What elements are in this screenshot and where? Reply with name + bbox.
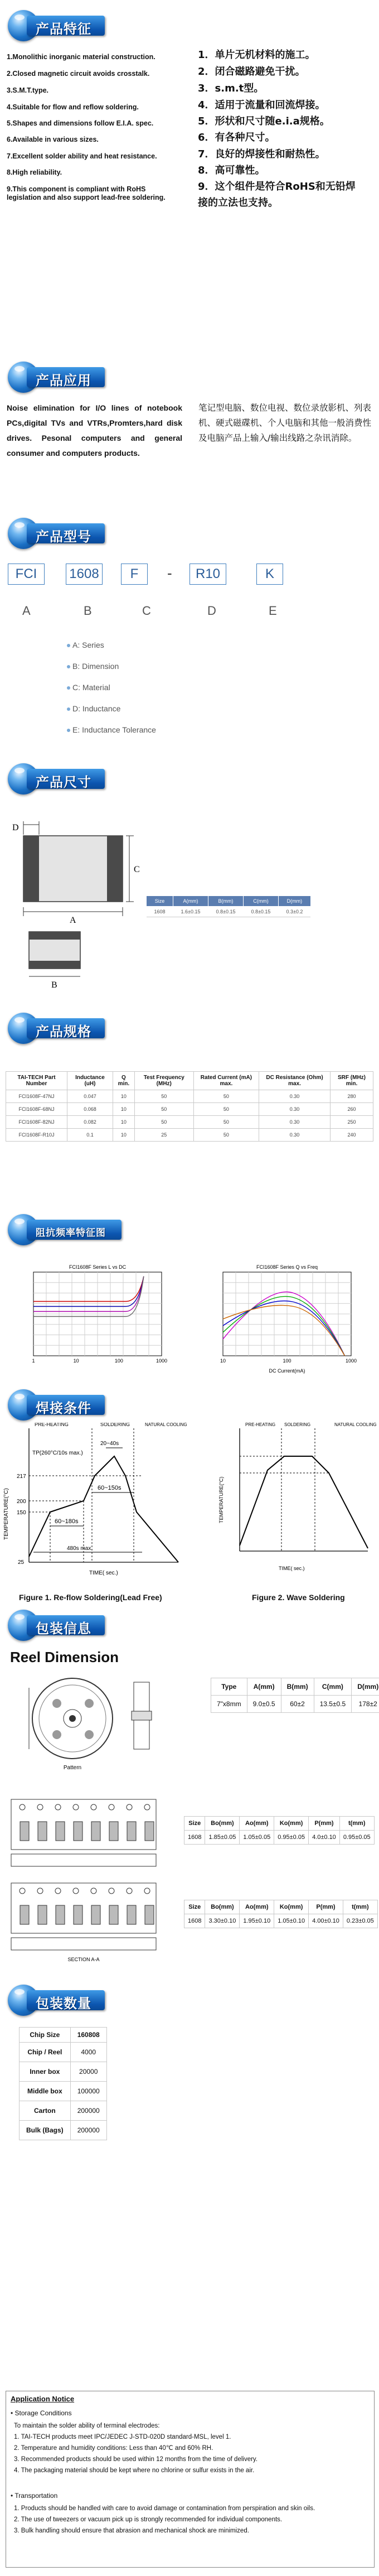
packaging-title: 包装信息	[36, 1621, 91, 1636]
impedance-banner	[8, 1214, 136, 1246]
section-notice	[0, 2391, 379, 2575]
part-code-legend-item: D: Inductance	[67, 704, 120, 713]
partnumber-banner	[8, 518, 108, 550]
sprocket-hole	[127, 1888, 132, 1894]
tape-pocket	[56, 1905, 65, 1924]
reflow-xlabel: TIME( sec.)	[89, 1570, 118, 1576]
spec-table: TAI-TECH Part Number Inductance (uH) Q min. Test Frequency (MHz) Rated Current (mA) max. DC Resistance (Ohm) max. SRF (MHz) min. FCI1608F-47NJ 0.047 10 50 50 0.30 280 FCI1608F-68NJ 0.068 10 50 50 0.30 260 FCI1608F-82NJ 0.082 10 50 50 0.30 250 FCI1608F-R10J 0.1 10 25 50 0.30 240	[6, 1071, 373, 1142]
dim-label-c: C	[134, 865, 140, 874]
section-application	[0, 362, 379, 507]
table-row: 7"x8mm 9.0±0.5 60±2 13.5±0.5 178±2	[211, 1696, 379, 1713]
legend-dot-icon	[67, 686, 70, 690]
chart2-title: FCI1608F Series Q vs Freq	[256, 1264, 318, 1270]
partnumber-title: 产品型号	[36, 529, 91, 545]
reflow-217: 217	[17, 1474, 26, 1480]
reflow-time1: 20~40s	[100, 1441, 119, 1447]
tape-pocket	[20, 1905, 29, 1924]
dimensions-title: 产品尺寸	[36, 774, 91, 790]
reflow-soldering-label: SOLDERING	[100, 1423, 130, 1427]
feature-zh-item: 7．良好的焊接性和耐热性。	[198, 148, 325, 160]
part-code-box: F	[121, 564, 148, 585]
application-banner	[8, 362, 108, 394]
tape-pocket	[91, 1822, 100, 1841]
reflow-natural-label: NATURAL COOLING	[145, 1423, 187, 1427]
section-dimensions	[0, 763, 379, 1003]
dimensions-banner	[8, 763, 108, 796]
chart2-xlabel: DC Current(mA)	[269, 1368, 305, 1374]
reflow-150: 150	[17, 1510, 26, 1516]
feature-en-item: 5.Shapes and dimensions follow E.I.A. spec.	[7, 119, 154, 127]
part-code-dash: -	[167, 565, 172, 581]
x-tick-label: 1000	[156, 1358, 168, 1364]
part-code-letter: B	[84, 604, 92, 618]
impedance-charts	[0, 1250, 379, 1389]
x-tick-label: 10	[220, 1358, 226, 1364]
notice-line: 4. The packaging material should be kept where no chlorine or sulfur exists in the air.	[14, 2467, 255, 2474]
feature-en-item: 9.This component is compliant with RoHS legislation and also support lead-free soldering.	[7, 185, 166, 201]
notice-storage: • Storage Conditions	[11, 2409, 72, 2417]
wave-natural-label: NATURAL COOLING	[334, 1423, 377, 1427]
reflow-preheat-label: PRE-HEATING	[35, 1423, 69, 1427]
reflow-200: 200	[17, 1499, 26, 1505]
feature-en-item: 4.Suitable for flow and reflow soldering.	[7, 103, 139, 111]
sprocket-hole	[20, 1888, 25, 1894]
section-part-number	[0, 518, 379, 752]
part-code-legend-item: E: Inductance Tolerance	[67, 725, 156, 734]
tape-pocket	[127, 1822, 136, 1841]
part-code-legend-item: C: Material	[67, 683, 110, 692]
part-code-box: 1608	[66, 564, 103, 585]
legend-dot-icon	[67, 665, 70, 668]
table-row: Inner box 20000	[20, 2062, 107, 2082]
tape-pocket	[109, 1822, 118, 1841]
reel-drawing	[0, 1665, 212, 1777]
part-code-letter: E	[269, 604, 277, 618]
notice-transport: • Transportation	[11, 2492, 58, 2500]
part-code-letter: D	[207, 604, 216, 618]
reel-table: Type A(mm) B(mm) C(mm) D(mm) 7"x8mm 9.0±0.5 60±2 13.5±0.5 178±2	[211, 1678, 379, 1713]
table-row: FCI1608F-68NJ 0.068 10 50 50 0.30 260	[6, 1103, 373, 1116]
reflow-ramp2: 60~180s	[55, 1518, 79, 1525]
wave-caption: Figure 2. Wave Soldering	[252, 1593, 345, 1602]
sprocket-hole	[73, 1804, 79, 1810]
wave-soldering-label: SOLDERING	[284, 1423, 311, 1427]
spec-title: 产品规格	[36, 1024, 91, 1039]
table-row: Bulk (Bags) 200000	[20, 2121, 107, 2140]
notice-transport-lines	[14, 2503, 315, 2536]
x-tick-label: 10	[73, 1358, 79, 1364]
sprocket-hole	[37, 1888, 43, 1894]
sprocket-hole	[144, 1888, 150, 1894]
table-row: 1608 3.30±0.10 1.95±0.10 1.05±0.10 4.00±0.10 0.23±0.05	[184, 1914, 378, 1928]
packaging-banner	[8, 1610, 108, 1642]
part-code-box: K	[256, 564, 283, 585]
soldering-charts	[0, 1423, 379, 1590]
dim-label-a: A	[70, 916, 76, 925]
impedance-title: 阻抗频率特征图	[36, 1227, 106, 1239]
tape-pocket	[38, 1822, 47, 1841]
tape-pocket	[127, 1905, 136, 1924]
reel-title: Reel Dimension	[10, 1649, 119, 1665]
chip-top-view	[23, 821, 134, 916]
feature-en-item: 1.Monolithic inorganic material construction.	[7, 53, 156, 61]
notice-line: To maintain the solder ability of terminal electrodes:	[14, 2423, 160, 2429]
quantity-table: Chip Size 160808 Chip / Reel 4000 Inner box 20000 Middle box 100000 Carton 200000 Bulk (Bags) 200000	[19, 2027, 107, 2140]
part-code-legend-item: A: Series	[67, 641, 104, 649]
sprocket-hole	[109, 1888, 114, 1894]
notice-line: 1. TAI-TECH products meet IPC/JEDEC J-STD-020D standard-MSL, level 1.	[14, 2434, 231, 2440]
tape-pocket	[109, 1905, 118, 1924]
reflow-25: 25	[18, 1559, 25, 1566]
tape-drawings	[0, 1788, 184, 1967]
feature-en-item: 6.Available in various sizes.	[7, 136, 99, 143]
feature-en-item: 8.High reliability.	[7, 168, 62, 176]
feature-zh-item: 8．高可靠性。	[198, 165, 265, 176]
notice-line: 2. The use of tweezers or vacuum pick up is strongly recommended for individual components.	[14, 2516, 283, 2523]
x-tick-label: 1	[32, 1358, 35, 1364]
section-aa-label: SECTION A-A	[67, 1957, 100, 1962]
part-code-legend-item: B: Dimension	[67, 662, 119, 671]
tape-pocket	[145, 1905, 154, 1924]
wave-xlabel: TIME( sec.)	[279, 1566, 305, 1571]
table-row: FCI1608F-47NJ 0.047 10 50 50 0.30 280	[6, 1090, 373, 1103]
sprocket-hole	[127, 1804, 132, 1810]
table-row: FCI1608F-R10J 0.1 10 25 50 0.30 240	[6, 1129, 373, 1142]
soldering-title: 焊接条件	[36, 1400, 91, 1416]
legend-dot-icon	[67, 644, 70, 647]
table-row: 1608 1.85±0.05 1.05±0.05 0.95±0.05 4.0±0.10 0.95±0.05	[184, 1831, 375, 1845]
section-features	[0, 0, 379, 268]
spec-banner	[8, 1013, 108, 1045]
part-code-letter: A	[22, 604, 31, 618]
sprocket-hole	[109, 1804, 114, 1810]
feature-zh-item: 3．s.m.t型。	[198, 83, 264, 94]
dimension-table: Size A(mm) B(mm) C(mm) D(mm) 1608 1.6±0.15 0.8±0.15 0.8±0.15 0.3±0.2	[146, 895, 311, 917]
tape-table-2: Size Bo(mm) Ao(mm) Ko(mm) P(mm) t(mm) 1608 3.30±0.10 1.95±0.10 1.05±0.10 4.00±0.10 0.23±0.05	[184, 1900, 378, 1928]
sprocket-hole	[55, 1804, 61, 1810]
part-code-box: R10	[190, 564, 226, 585]
tape-pocket	[145, 1822, 154, 1841]
wave-chart	[240, 1428, 368, 1551]
sprocket-hole	[91, 1888, 96, 1894]
chip-side-view	[29, 932, 80, 976]
soldering-banner	[8, 1389, 108, 1422]
table-row: FCI1608F-82NJ 0.082 10 50 50 0.30 250	[6, 1116, 373, 1129]
tape-pocket	[20, 1822, 29, 1841]
quantity-banner	[8, 1985, 108, 2017]
sprocket-hole	[37, 1804, 43, 1810]
feature-en-item: 2.Closed magnetic circuit avoids crosstalk.	[7, 70, 150, 78]
legend-dot-icon	[67, 729, 70, 732]
tape-pocket	[91, 1905, 100, 1924]
x-tick-label: 100	[283, 1358, 291, 1364]
legend-dot-icon	[67, 707, 70, 711]
application-title: 产品应用	[36, 373, 91, 388]
part-code-letter: C	[142, 604, 151, 618]
reflow-chart	[29, 1428, 178, 1562]
features-title: 产品特征	[36, 21, 91, 37]
sprocket-hole	[55, 1888, 61, 1894]
feature-zh-item: 5．形状和尺寸随e.i.a规格。	[198, 115, 330, 127]
notice-title: Application Notice	[11, 2395, 75, 2403]
x-tick-label: 100	[114, 1358, 123, 1364]
wave-ylabel: TEMPERATURE(°C)	[218, 1476, 224, 1523]
section-packaging	[0, 1610, 379, 2168]
feature-zh-item: 6．有各种尺寸。	[198, 132, 275, 143]
tape-pocket	[74, 1822, 82, 1841]
reflow-ylabel: TEMPERATURE(°C)	[3, 1488, 9, 1540]
dim-label-d: D	[12, 823, 19, 832]
tape-table-1: Size Bo(mm) Ao(mm) Ko(mm) P(mm) t(mm) 1608 1.85±0.05 1.05±0.05 0.95±0.05 4.0±0.10 0.95±0.05	[184, 1816, 375, 1845]
table-row: Middle box 100000	[20, 2082, 107, 2101]
sprocket-hole	[20, 1804, 25, 1810]
application-en: Noise elimination for I/O lines of notebook PCs,digital TVs and VTRs,Promters,hard disk drives. Pesonal computers and general consumer and computers products.	[7, 403, 182, 458]
tape-pocket	[56, 1822, 65, 1841]
reflow-peak: TP(260°C/10s max.)	[32, 1450, 83, 1456]
x-tick-label: 1000	[345, 1358, 357, 1364]
section-specifications	[0, 1013, 379, 1163]
features-banner	[8, 10, 108, 42]
sprocket-hole	[91, 1804, 96, 1810]
pattern-label: Pattern	[63, 1765, 82, 1771]
part-code-box: FCI	[8, 564, 45, 585]
reflow-total: 480s max.	[67, 1545, 93, 1552]
notice-line: 1. Products should be handled with care to avoid damage or contamination from perspiration and skin oils.	[14, 2505, 315, 2512]
reflow-ramp: 60~150s	[98, 1485, 122, 1491]
feature-zh-item: 4．适用于流量和回流焊接。	[198, 99, 325, 111]
notice-line: 2. Temperature and humidity conditions: Less than 40℃ and 60% RH.	[14, 2445, 213, 2452]
feature-en-item: 7.Excellent solder ability and heat resistance.	[7, 152, 157, 160]
wave-preheat-label: PRE-HEATING	[245, 1423, 276, 1427]
notice-line: 3. Bulk handling should ensure that abrasion and mechanical shock are minimized.	[14, 2527, 249, 2534]
feature-zh-item: 1．单片无机材料的施工。	[198, 49, 315, 61]
sprocket-hole	[73, 1888, 79, 1894]
notice-storage-lines	[14, 2420, 257, 2476]
tape-drawing-2	[11, 1883, 156, 1950]
application-zh: 笔记型电脑、数位电视、数位录放影机、列表机、硬式磁碟机、个人电脑和其他一般消费性及电脑产品上输入/输出线路之杂讯消除。	[198, 403, 372, 443]
sprocket-hole	[144, 1804, 150, 1810]
table-row: Carton 200000	[20, 2101, 107, 2121]
notice-line: 3. Recommended products should be used within 12 months from the time of delivery.	[14, 2456, 258, 2463]
feature-zh-item: 2．闭合磁路避免干扰。	[198, 66, 305, 78]
tape-pocket	[38, 1905, 47, 1924]
feature-zh-item: 9．这个组件是符合RoHS和无铅焊接的立法也支持。	[198, 181, 356, 209]
chart1-title: FCI1608F Series L vs DC	[69, 1264, 127, 1270]
reflow-caption: Figure 1. Re-flow Soldering(Lead Free)	[19, 1593, 162, 1602]
tape-pocket	[74, 1905, 82, 1924]
tape-drawing-1	[11, 1799, 156, 1866]
table-row: Chip / Reel 4000	[20, 2043, 107, 2062]
quantity-title: 包装数量	[36, 1996, 91, 2011]
feature-en-item: 3.S.M.T.type.	[7, 86, 49, 94]
dim-label-b: B	[51, 980, 57, 990]
